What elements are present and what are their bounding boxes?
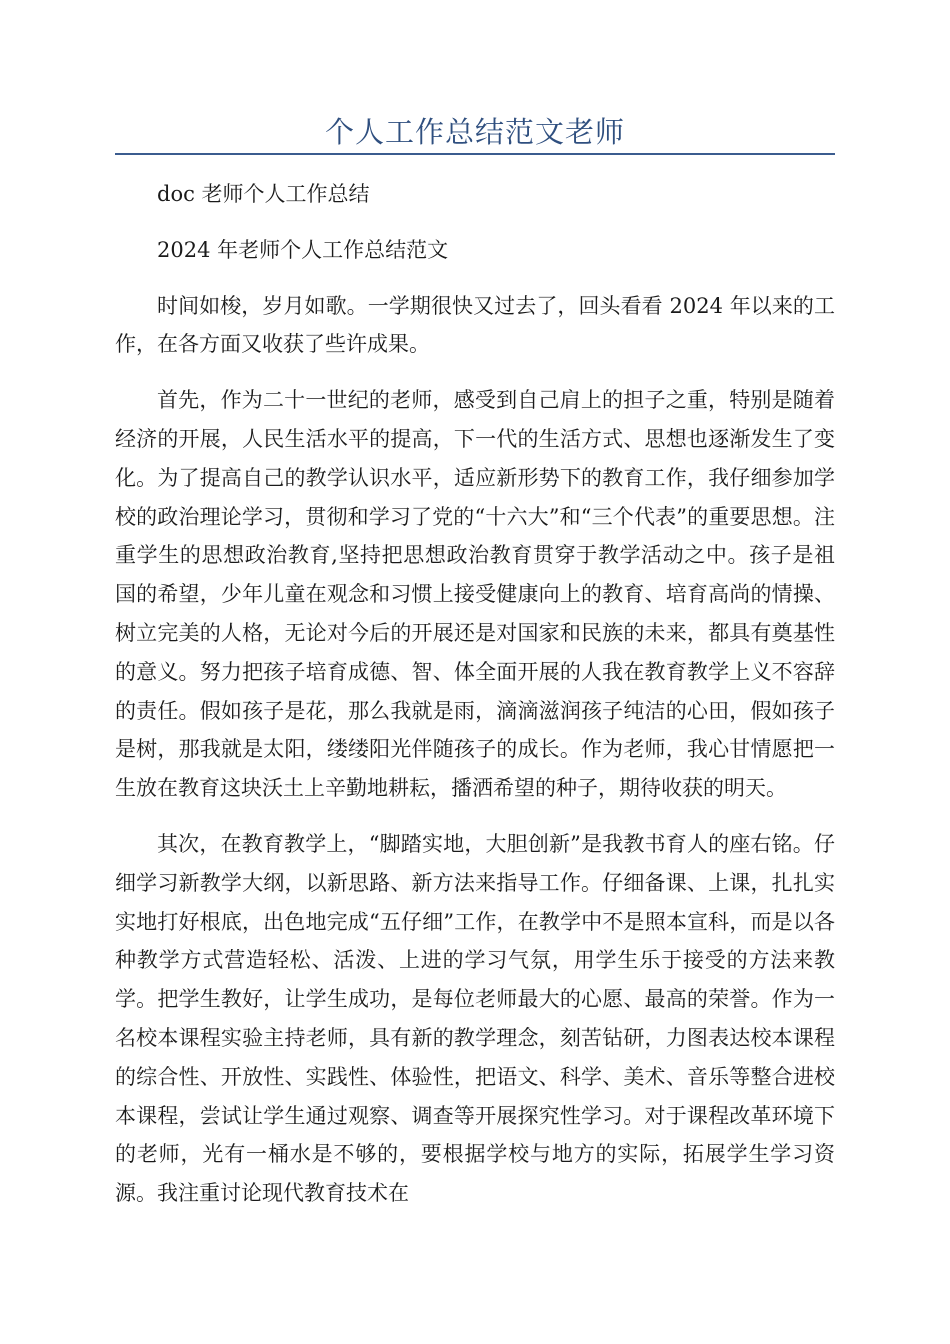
paragraph-subtitle-year: 2024 年老师个人工作总结范文 bbox=[157, 237, 449, 262]
title-underline bbox=[115, 153, 835, 155]
document-title: 个人工作总结范文老师 bbox=[324, 115, 625, 149]
paragraph-first: 首先，作为二十一世纪的老师，感受到自己肩上的担子之重，特别是随着经济的开展，人民生活水平的提高，下一代的生活方式、思想也逐渐发生了变化。为了提高自己的教学认识水平，适应新形势下的教育工作，我仔细参加学校的政治理论学习，贯彻和学习了党的“十六大”和“三个代表”的重要思想。注重学生的思想政治教育,坚持把思想政治教育贯穿于教学活动之中。孩子是祖国的希望，少年儿童在观念和习惯上接受健康向上的教育、培育高尚的情操、树立完美的人格，无论对今后的开展还是对国家和民族的未来，都具有奠基性的意义。努力把孩子培育成德、智、体全面开展的人我在教育教学上义不容辞的责任。假如孩子是花，那么我就是雨，滴滴滋润孩子纯洁的心田，假如孩子是树，那我就是太阳，缕缕阳光伴随孩子的成长。作为老师，我心甘情愿把一生放在教育这块沃土上辛勤地耕耘，播洒希望的种子，期待收获的明天。 bbox=[115, 388, 835, 801]
document-body bbox=[115, 175, 835, 1230]
paragraph-second: 其次，在教育教学上，“脚踏实地，大胆创新”是我教书育人的座右铭。仔细学习新教学大纲，以新思路、新方法来指导工作。仔细备课、上课，扎扎实实地打好根底，出色地完成“五仔细”工作，在教学中不是照本宣科，而是以各种教学方式营造轻松、活泼、上进的学习气氛，用学生乐于接受的方法来教学。把学生教好，让学生成功，是每位老师最大的心愿、最高的荣誉。作为一名校本课程实验主持老师，具有新的教学理念，刻苦钻研，力图表达校本课程的综合性、开放性、实践性、体验性，把语文、科学、美术、音乐等整合进校本课程，尝试让学生通过观察、调查等开展探究性学习。对于课程改革环境下的老师，光有一桶水是不够的，要根据学校与地方的实际，拓展学生学习资源。我注重讨论现代教育技术在 bbox=[115, 831, 835, 1206]
paragraph-subtitle-doc: doc 老师个人工作总结 bbox=[157, 182, 370, 206]
paragraph-intro: 时间如梭，岁月如歌。一学期很快又过去了，回头看看 2024 年以来的工作，在各方面又收获了些许成果。 bbox=[115, 293, 835, 357]
